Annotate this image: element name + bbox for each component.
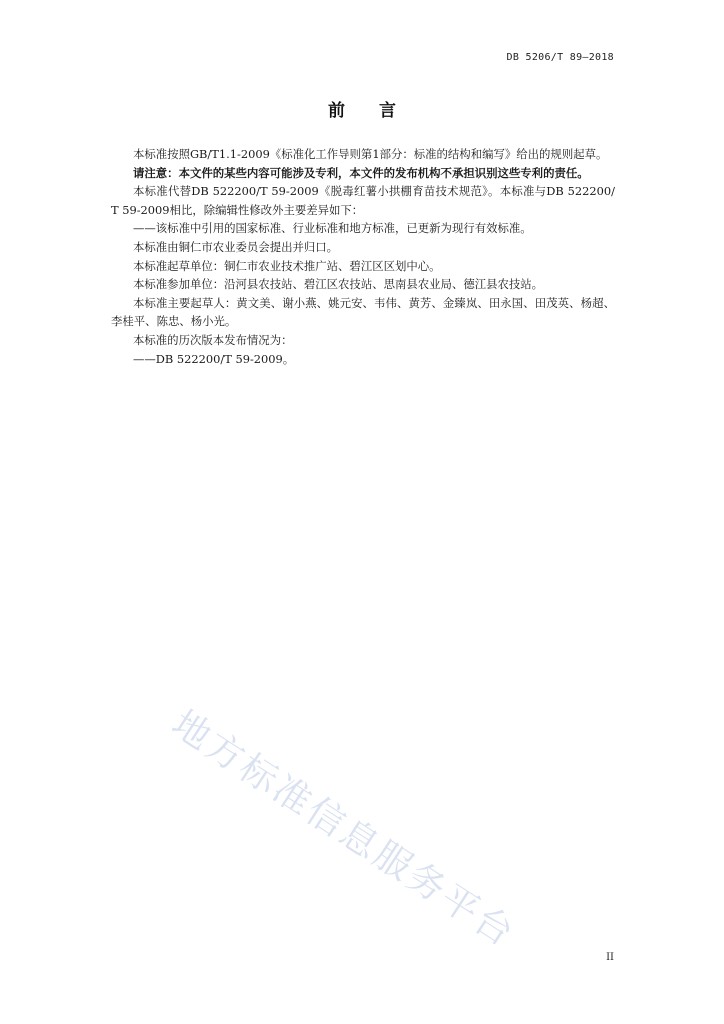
paragraph-drafting-rules: 本标准按照GB/T1.1-2009《标准化工作导则第1部分：标准的结构和编写》给出的规则起草。 bbox=[133, 147, 608, 161]
paragraph-participating-units: 本标准参加单位：沿河县农技站、碧江区农技站、思南县农业局、德江县农技站。 bbox=[133, 277, 544, 292]
paragraph-previous-edition: ——DB 522200/T 59-2009。 bbox=[133, 351, 295, 366]
paragraph-drafting-unit: 本标准起草单位：铜仁市农业技术推广站、碧江区区划中心。 bbox=[133, 258, 441, 273]
paragraph-proposer: 本标准由铜仁市农业委员会提出并归口。 bbox=[133, 239, 339, 254]
page-number: II bbox=[606, 952, 614, 963]
paragraph-difference-item: ——该标准中引用的国家标准、行业标准和地方标准，已更新为现行有效标准。 bbox=[133, 221, 532, 236]
foreword-body bbox=[111, 145, 615, 368]
standard-code: DB 5206/T 89—2018 bbox=[506, 52, 614, 63]
page-title: 前 言 bbox=[328, 101, 410, 121]
paragraph-main-drafters: 本标准主要起草人：黄文美、谢小燕、姚元安、韦伟、黄芳、金臻岚、田永国、田茂英、杨超、李桂平、陈忠、杨小光。 bbox=[111, 295, 615, 329]
paragraph-release-history: 本标准的历次版本发布情况为： bbox=[133, 332, 293, 347]
paragraph-replacement: 本标准代替DB 522200/T 59-2009《脱毒红薯小拱棚育苗技术规范》。本标准与DB 522200/T 59-2009相比，除编辑性修改外主要差异如下： bbox=[111, 184, 615, 217]
paragraph-patent-notice: 请注意：本文件的某些内容可能涉及专利，本文件的发布机构不承担识别这些专利的责任。 bbox=[133, 165, 589, 180]
watermark: 地方标准信息服务平台 bbox=[164, 701, 524, 956]
